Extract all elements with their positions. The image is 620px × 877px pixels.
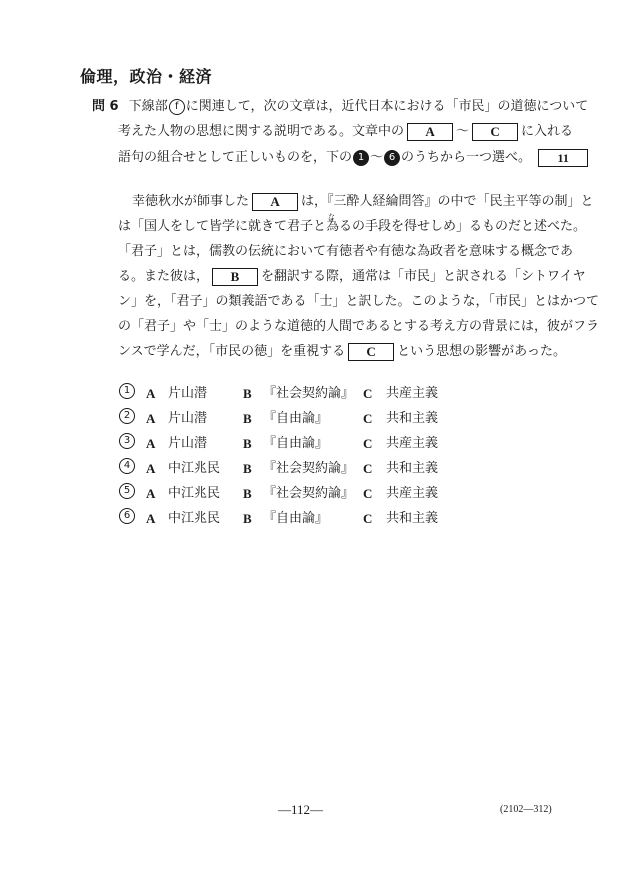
option-number: 1 <box>119 383 135 399</box>
option-value-a: 中江兆民 <box>168 461 221 476</box>
option-label-b: B <box>243 511 252 526</box>
passage-line-6: の「君子」や「士」のような道徳的人間であるとする考え方の背景には，彼がフラ <box>118 319 600 334</box>
option-label-a: A <box>146 436 156 451</box>
stem-text: 考えた人物の思想に関する説明である。文章中の <box>118 124 405 139</box>
passage-text: という思想の影響があった。 <box>397 344 566 359</box>
question-number: 問 6 <box>92 99 119 114</box>
option-label-c: C <box>363 486 373 501</box>
passage-text: は，『三酔人経綸問答』の中で「民主平等の制」と <box>301 194 594 209</box>
option-value-b: 『自由論』 <box>263 436 329 451</box>
passage-line-4 <box>118 267 586 287</box>
option-value-c: 共和主義 <box>386 511 439 526</box>
option-value-a: 片山潜 <box>168 386 208 401</box>
option-label-a: A <box>146 486 156 501</box>
option-number: 3 <box>119 433 135 449</box>
page-number: —112— <box>278 802 324 817</box>
exam-code: (2102—312) <box>500 804 552 815</box>
blank-box-a: A <box>252 193 298 211</box>
ruby-reading: な <box>328 213 336 221</box>
option-value-b: 『社会契約論』 <box>263 486 355 501</box>
option-label-b: B <box>243 486 252 501</box>
question-stem-line-1 <box>92 97 588 117</box>
option-value-c: 共和主義 <box>386 411 439 426</box>
choice-number-marker: 6 <box>384 150 400 166</box>
passage-line-2 <box>118 213 587 237</box>
passage-line-3: 「君子」とは，儒教の伝統において有徳者や有徳な為政者を意味する概念であ <box>118 244 574 259</box>
option-label-c: C <box>363 511 373 526</box>
ruby-base: 為 <box>326 219 340 234</box>
option-value-b: 『社会契約論』 <box>263 461 355 476</box>
option-value-b: 『社会契約論』 <box>263 386 355 401</box>
tilde: 〜 <box>456 124 470 139</box>
passage-line-7 <box>118 342 566 362</box>
option-label-c: C <box>363 436 373 451</box>
option-value-c: 共産主義 <box>386 436 439 451</box>
option-value-b: 『自由論』 <box>263 411 329 426</box>
answer-number-box: 11 <box>538 149 588 167</box>
ruby-word <box>326 213 340 237</box>
option-label-b: B <box>243 461 252 476</box>
option-label-a: A <box>146 411 156 426</box>
question-stem-line-2 <box>118 122 573 142</box>
stem-text: に入れる <box>521 124 574 139</box>
option-number: 2 <box>119 408 135 424</box>
option-label-a: A <box>146 461 156 476</box>
option-label-b: B <box>243 386 252 401</box>
passage-line-1 <box>132 192 594 212</box>
option-value-c: 共産主義 <box>386 386 439 401</box>
stem-text: に関連して，次の文章は，近代日本における「市民」の道徳について <box>185 99 589 114</box>
choice-number-marker: 1 <box>353 150 369 166</box>
passage-text: るの手段を得せしめ」るものだと述べた。 <box>339 219 587 234</box>
blank-box-c: C <box>348 343 394 361</box>
option-value-b: 『自由論』 <box>263 511 329 526</box>
option-label-a: A <box>146 386 156 401</box>
passage-text: 幸徳秋水が師事した <box>132 194 250 209</box>
stem-text: のうちから一つ選べ。 <box>401 150 532 165</box>
blank-box-b: B <box>212 268 258 286</box>
section-title: 倫理，政治・経済 <box>80 67 213 86</box>
passage-text: る。また彼は， <box>118 269 210 284</box>
stem-text: 語句の組合せとして正しいものを，下の <box>118 150 353 165</box>
tilde: 〜 <box>370 150 384 165</box>
option-label-a: A <box>146 511 156 526</box>
option-value-a: 中江兆民 <box>168 486 221 501</box>
option-value-a: 片山潜 <box>168 411 208 426</box>
option-label-c: C <box>363 411 373 426</box>
passage-line-5: ン」を，「君子」の類義語である「士」と訳した。このような，「市民」とはかつて <box>118 294 600 309</box>
option-label-c: C <box>363 461 373 476</box>
blank-box-c: C <box>472 123 518 141</box>
option-number: 5 <box>119 483 135 499</box>
underline-ref-marker: f <box>169 99 185 115</box>
option-label-c: C <box>363 386 373 401</box>
passage-text: は「国人をして皆学に就きて君子と <box>118 219 327 234</box>
passage-text: を翻訳する際，通常は「市民」と訳される「シトワイヤ <box>261 269 586 284</box>
stem-text: 下線部 <box>128 99 168 114</box>
question-stem-line-3 <box>118 148 591 168</box>
option-number: 6 <box>119 508 135 524</box>
option-number: 4 <box>119 458 135 474</box>
option-label-b: B <box>243 436 252 451</box>
passage-text: ンスで学んだ，「市民の徳」を重視する <box>118 344 346 359</box>
option-label-b: B <box>243 411 252 426</box>
option-value-a: 片山潜 <box>168 436 208 451</box>
option-value-c: 共産主義 <box>386 486 439 501</box>
option-value-c: 共和主義 <box>386 461 439 476</box>
option-value-a: 中江兆民 <box>168 511 221 526</box>
blank-box-a: A <box>407 123 453 141</box>
